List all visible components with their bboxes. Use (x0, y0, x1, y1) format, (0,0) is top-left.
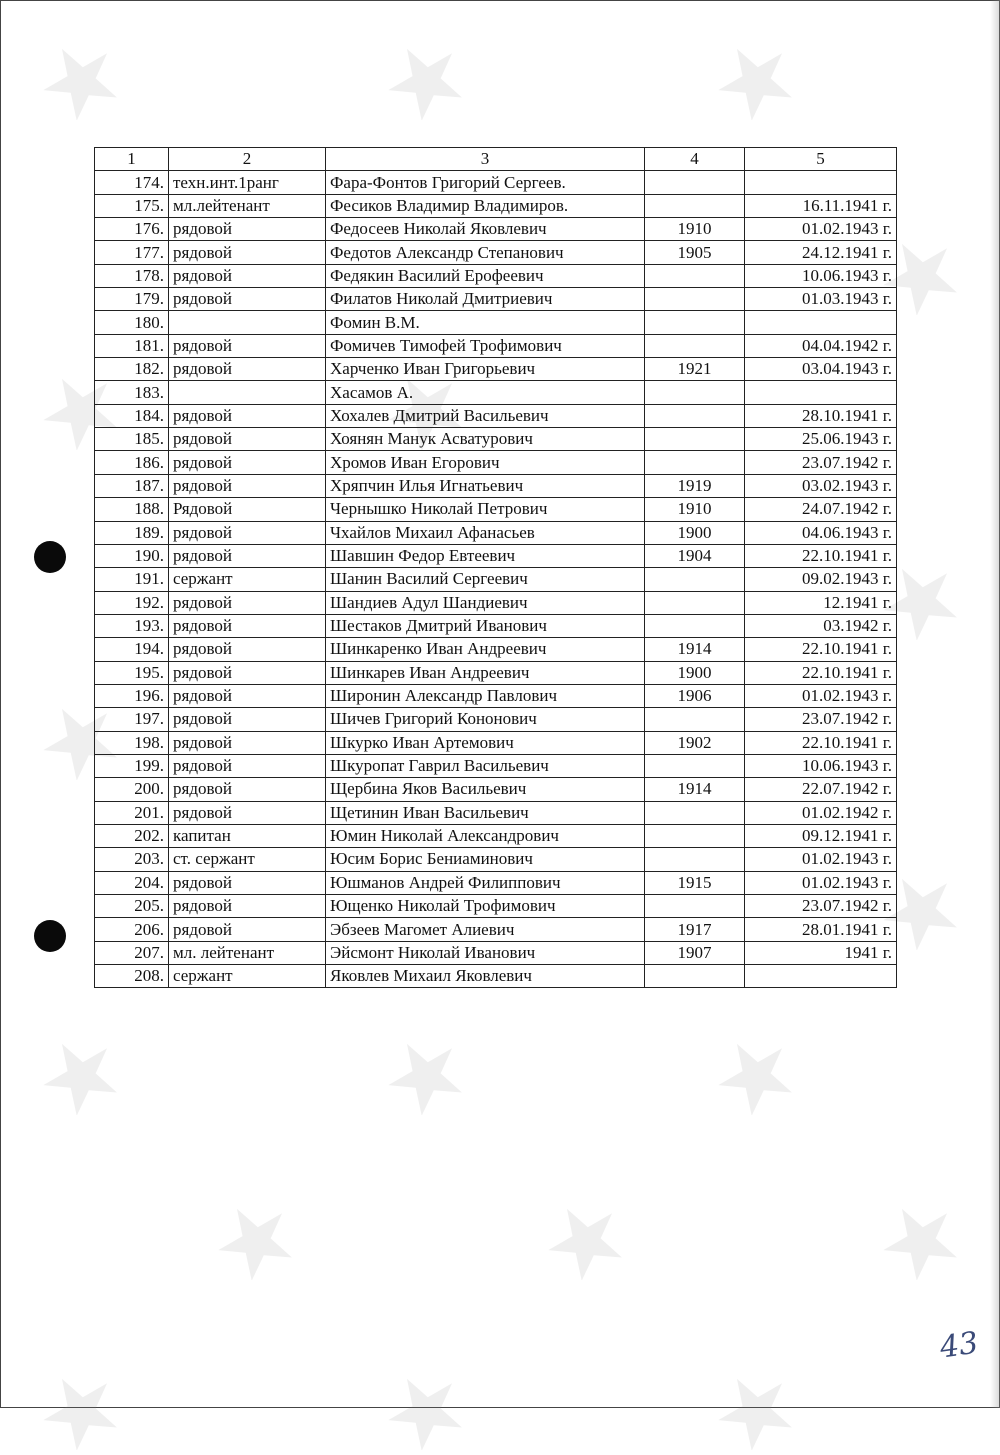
birth-year-cell (645, 848, 745, 871)
table-row (95, 754, 897, 777)
table-row (95, 241, 897, 264)
military-rank-cell: рядовой (169, 708, 326, 731)
military-rank-cell: рядовой (169, 871, 326, 894)
star-watermark-icon (40, 1035, 120, 1115)
full-name-cell: Шестаков Дмитрий Иванович (326, 614, 645, 637)
header-col-3: 3 (326, 148, 645, 171)
military-rank-cell: рядовой (169, 614, 326, 637)
table-row (95, 801, 897, 824)
full-name-cell: Хряпчин Илья Игнатьевич (326, 474, 645, 497)
full-name-cell: Хасамов А. (326, 381, 645, 404)
date-of-loss-cell: 22.07.1942 г. (745, 778, 897, 801)
table-row (95, 568, 897, 591)
full-name-cell: Юмин Николай Александрович (326, 824, 645, 847)
star-watermark-icon (715, 1370, 795, 1450)
full-name-cell: Шкуропат Гаврил Васильевич (326, 754, 645, 777)
birth-year-cell (645, 171, 745, 194)
military-rank-cell: рядовой (169, 428, 326, 451)
full-name-cell: Фомичев Тимофей Трофимович (326, 334, 645, 357)
header-col-2: 2 (169, 148, 326, 171)
row-number-cell: 177. (95, 241, 169, 264)
row-number-cell: 203. (95, 848, 169, 871)
scan-edge-shadow (990, 0, 1000, 1408)
table-row (95, 498, 897, 521)
row-number-cell: 174. (95, 171, 169, 194)
full-name-cell: Федотов Александр Степанович (326, 241, 645, 264)
military-rank-cell: рядовой (169, 218, 326, 241)
row-number-cell: 198. (95, 731, 169, 754)
star-watermark-icon (385, 40, 465, 120)
row-number-cell: 188. (95, 498, 169, 521)
birth-year-cell (645, 264, 745, 287)
military-rank-cell: техн.инт.1ранг (169, 171, 326, 194)
birth-year-cell (645, 334, 745, 357)
full-name-cell: Шанин Василий Сергеевич (326, 568, 645, 591)
full-name-cell: Шичев Григорий Кононович (326, 708, 645, 731)
military-rank-cell: рядовой (169, 288, 326, 311)
birth-year-cell (645, 194, 745, 217)
header-col-5: 5 (745, 148, 897, 171)
full-name-cell: Фомин В.М. (326, 311, 645, 334)
row-number-cell: 192. (95, 591, 169, 614)
birth-year-cell (645, 824, 745, 847)
birth-year-cell (645, 428, 745, 451)
table-row (95, 474, 897, 497)
star-watermark-icon (385, 1370, 465, 1450)
table-row (95, 381, 897, 404)
full-name-cell: Хромов Иван Егорович (326, 451, 645, 474)
row-number-cell: 178. (95, 264, 169, 287)
birth-year-cell: 1905 (645, 241, 745, 264)
date-of-loss-cell: 04.06.1943 г. (745, 521, 897, 544)
date-of-loss-cell (745, 965, 897, 988)
birth-year-cell (645, 451, 745, 474)
table-row (95, 708, 897, 731)
birth-year-cell: 1907 (645, 941, 745, 964)
date-of-loss-cell: 22.10.1941 г. (745, 544, 897, 567)
row-number-cell: 175. (95, 194, 169, 217)
date-of-loss-cell: 12.1941 г. (745, 591, 897, 614)
birth-year-cell: 1914 (645, 638, 745, 661)
full-name-cell: Чхайлов Михаил Афанасьев (326, 521, 645, 544)
row-number-cell: 190. (95, 544, 169, 567)
star-watermark-icon (40, 40, 120, 120)
birth-year-cell: 1900 (645, 661, 745, 684)
row-number-cell: 201. (95, 801, 169, 824)
military-rank-cell: мл.лейтенант (169, 194, 326, 217)
birth-year-cell (645, 895, 745, 918)
date-of-loss-cell (745, 171, 897, 194)
row-number-cell: 200. (95, 778, 169, 801)
row-number-cell: 180. (95, 311, 169, 334)
star-watermark-icon (385, 1035, 465, 1115)
full-name-cell: Федосеев Николай Яковлевич (326, 218, 645, 241)
row-number-cell: 207. (95, 941, 169, 964)
table-row (95, 358, 897, 381)
row-number-cell: 186. (95, 451, 169, 474)
full-name-cell: Шандиев Адул Шандиевич (326, 591, 645, 614)
full-name-cell: Эйсмонт Николай Иванович (326, 941, 645, 964)
birth-year-cell (645, 381, 745, 404)
birth-year-cell (645, 965, 745, 988)
full-name-cell: Чернышко Николай Петрович (326, 498, 645, 521)
birth-year-cell (645, 404, 745, 427)
table-row (95, 311, 897, 334)
row-number-cell: 182. (95, 358, 169, 381)
birth-year-cell: 1914 (645, 778, 745, 801)
table-row (95, 778, 897, 801)
birth-year-cell (645, 801, 745, 824)
row-number-cell: 205. (95, 895, 169, 918)
full-name-cell: Шавшин Федор Евтеевич (326, 544, 645, 567)
full-name-cell: Щетинин Иван Васильевич (326, 801, 645, 824)
date-of-loss-cell (745, 381, 897, 404)
full-name-cell: Фара-Фонтов Григорий Сергеев. (326, 171, 645, 194)
military-rank-cell: рядовой (169, 404, 326, 427)
date-of-loss-cell: 10.06.1943 г. (745, 264, 897, 287)
star-watermark-icon (215, 1200, 295, 1280)
date-of-loss-cell: 01.02.1943 г. (745, 218, 897, 241)
row-number-cell: 176. (95, 218, 169, 241)
birth-year-cell (645, 568, 745, 591)
military-rank-cell: сержант (169, 568, 326, 591)
date-of-loss-cell: 01.02.1943 г. (745, 848, 897, 871)
full-name-cell: Эбзеев Магомет Алиевич (326, 918, 645, 941)
birth-year-cell (645, 288, 745, 311)
table-header-row (95, 148, 897, 171)
table-row (95, 334, 897, 357)
punch-hole-upper (34, 541, 66, 573)
table-row (95, 288, 897, 311)
military-rank-cell: рядовой (169, 241, 326, 264)
military-rank-cell (169, 381, 326, 404)
date-of-loss-cell (745, 311, 897, 334)
table-row (95, 451, 897, 474)
full-name-cell: Шинкарев Иван Андреевич (326, 661, 645, 684)
birth-year-cell: 1915 (645, 871, 745, 894)
table-row (95, 591, 897, 614)
military-rank-cell: мл. лейтенант (169, 941, 326, 964)
military-rank-cell: рядовой (169, 661, 326, 684)
table-row (95, 638, 897, 661)
full-name-cell: Широнин Александр Павлович (326, 684, 645, 707)
row-number-cell: 179. (95, 288, 169, 311)
row-number-cell: 208. (95, 965, 169, 988)
row-number-cell: 195. (95, 661, 169, 684)
birth-year-cell: 1919 (645, 474, 745, 497)
date-of-loss-cell: 22.10.1941 г. (745, 731, 897, 754)
military-rank-cell: рядовой (169, 684, 326, 707)
row-number-cell: 187. (95, 474, 169, 497)
military-rank-cell: Рядовой (169, 498, 326, 521)
row-number-cell: 183. (95, 381, 169, 404)
table-row (95, 895, 897, 918)
military-rank-cell: рядовой (169, 521, 326, 544)
military-rank-cell (169, 311, 326, 334)
casualty-register-table (94, 147, 897, 988)
military-rank-cell: рядовой (169, 544, 326, 567)
row-number-cell: 185. (95, 428, 169, 451)
table-row (95, 264, 897, 287)
military-rank-cell: ст. сержант (169, 848, 326, 871)
row-number-cell: 196. (95, 684, 169, 707)
table-row (95, 544, 897, 567)
table-row (95, 218, 897, 241)
row-number-cell: 193. (95, 614, 169, 637)
date-of-loss-cell: 01.02.1943 г. (745, 684, 897, 707)
military-rank-cell: капитан (169, 824, 326, 847)
header-col-4: 4 (645, 148, 745, 171)
row-number-cell: 197. (95, 708, 169, 731)
punch-hole-lower (34, 920, 66, 952)
date-of-loss-cell: 22.10.1941 г. (745, 638, 897, 661)
full-name-cell: Шинкаренко Иван Андреевич (326, 638, 645, 661)
row-number-cell: 202. (95, 824, 169, 847)
table-row (95, 171, 897, 194)
handwritten-page-number: 43 (937, 1325, 981, 1366)
birth-year-cell: 1910 (645, 498, 745, 521)
table-row (95, 965, 897, 988)
full-name-cell: Ющенко Николай Трофимович (326, 895, 645, 918)
military-rank-cell: рядовой (169, 778, 326, 801)
full-name-cell: Яковлев Михаил Яковлевич (326, 965, 645, 988)
star-watermark-icon (880, 1200, 960, 1280)
full-name-cell: Филатов Николай Дмитриевич (326, 288, 645, 311)
star-watermark-icon (40, 1370, 120, 1450)
military-rank-cell: рядовой (169, 451, 326, 474)
table-row (95, 824, 897, 847)
date-of-loss-cell: 01.02.1942 г. (745, 801, 897, 824)
birth-year-cell: 1910 (645, 218, 745, 241)
table-row (95, 684, 897, 707)
star-watermark-icon (545, 1200, 625, 1280)
date-of-loss-cell: 22.10.1941 г. (745, 661, 897, 684)
date-of-loss-cell: 23.07.1942 г. (745, 708, 897, 731)
table-row (95, 941, 897, 964)
military-rank-cell: рядовой (169, 334, 326, 357)
birth-year-cell: 1904 (645, 544, 745, 567)
date-of-loss-cell: 28.01.1941 г. (745, 918, 897, 941)
birth-year-cell: 1906 (645, 684, 745, 707)
date-of-loss-cell: 04.04.1942 г. (745, 334, 897, 357)
military-rank-cell: рядовой (169, 638, 326, 661)
table-row (95, 194, 897, 217)
military-rank-cell: рядовой (169, 801, 326, 824)
row-number-cell: 204. (95, 871, 169, 894)
table-row (95, 731, 897, 754)
row-number-cell: 206. (95, 918, 169, 941)
military-rank-cell: рядовой (169, 918, 326, 941)
row-number-cell: 194. (95, 638, 169, 661)
row-number-cell: 199. (95, 754, 169, 777)
birth-year-cell: 1921 (645, 358, 745, 381)
date-of-loss-cell: 09.12.1941 г. (745, 824, 897, 847)
military-rank-cell: рядовой (169, 264, 326, 287)
full-name-cell: Шкурко Иван Артемович (326, 731, 645, 754)
star-watermark-icon (715, 1035, 795, 1115)
full-name-cell: Фесиков Владимир Владимиров. (326, 194, 645, 217)
table-row (95, 918, 897, 941)
header-col-1: 1 (95, 148, 169, 171)
full-name-cell: Юсим Борис Бениаминович (326, 848, 645, 871)
military-rank-cell: рядовой (169, 895, 326, 918)
full-name-cell: Юшманов Андрей Филиппович (326, 871, 645, 894)
date-of-loss-cell: 09.02.1943 г. (745, 568, 897, 591)
military-rank-cell: рядовой (169, 358, 326, 381)
birth-year-cell: 1900 (645, 521, 745, 544)
date-of-loss-cell: 23.07.1942 г. (745, 451, 897, 474)
military-rank-cell: рядовой (169, 731, 326, 754)
birth-year-cell (645, 311, 745, 334)
table-body (95, 171, 897, 988)
date-of-loss-cell: 1941 г. (745, 941, 897, 964)
table-row (95, 871, 897, 894)
military-rank-cell: рядовой (169, 591, 326, 614)
date-of-loss-cell: 03.02.1943 г. (745, 474, 897, 497)
date-of-loss-cell: 10.06.1943 г. (745, 754, 897, 777)
date-of-loss-cell: 01.02.1943 г. (745, 871, 897, 894)
full-name-cell: Хоянян Манук Асватурович (326, 428, 645, 451)
birth-year-cell (645, 708, 745, 731)
full-name-cell: Харченко Иван Григорьевич (326, 358, 645, 381)
date-of-loss-cell: 03.1942 г. (745, 614, 897, 637)
date-of-loss-cell: 01.03.1943 г. (745, 288, 897, 311)
row-number-cell: 191. (95, 568, 169, 591)
table-row (95, 521, 897, 544)
date-of-loss-cell: 03.04.1943 г. (745, 358, 897, 381)
date-of-loss-cell: 16.11.1941 г. (745, 194, 897, 217)
star-watermark-icon (715, 40, 795, 120)
military-rank-cell: рядовой (169, 474, 326, 497)
birth-year-cell (645, 591, 745, 614)
table-row (95, 428, 897, 451)
table-row (95, 848, 897, 871)
row-number-cell: 189. (95, 521, 169, 544)
full-name-cell: Хохалев Дмитрий Васильевич (326, 404, 645, 427)
table-row (95, 614, 897, 637)
birth-year-cell: 1917 (645, 918, 745, 941)
birth-year-cell (645, 754, 745, 777)
military-rank-cell: рядовой (169, 754, 326, 777)
date-of-loss-cell: 23.07.1942 г. (745, 895, 897, 918)
row-number-cell: 181. (95, 334, 169, 357)
birth-year-cell (645, 614, 745, 637)
military-rank-cell: сержант (169, 965, 326, 988)
table-row (95, 661, 897, 684)
full-name-cell: Федякин Василий Ерофеевич (326, 264, 645, 287)
birth-year-cell: 1902 (645, 731, 745, 754)
date-of-loss-cell: 25.06.1943 г. (745, 428, 897, 451)
date-of-loss-cell: 28.10.1941 г. (745, 404, 897, 427)
full-name-cell: Щербина Яков Васильевич (326, 778, 645, 801)
date-of-loss-cell: 24.07.1942 г. (745, 498, 897, 521)
date-of-loss-cell: 24.12.1941 г. (745, 241, 897, 264)
row-number-cell: 184. (95, 404, 169, 427)
table-row (95, 404, 897, 427)
